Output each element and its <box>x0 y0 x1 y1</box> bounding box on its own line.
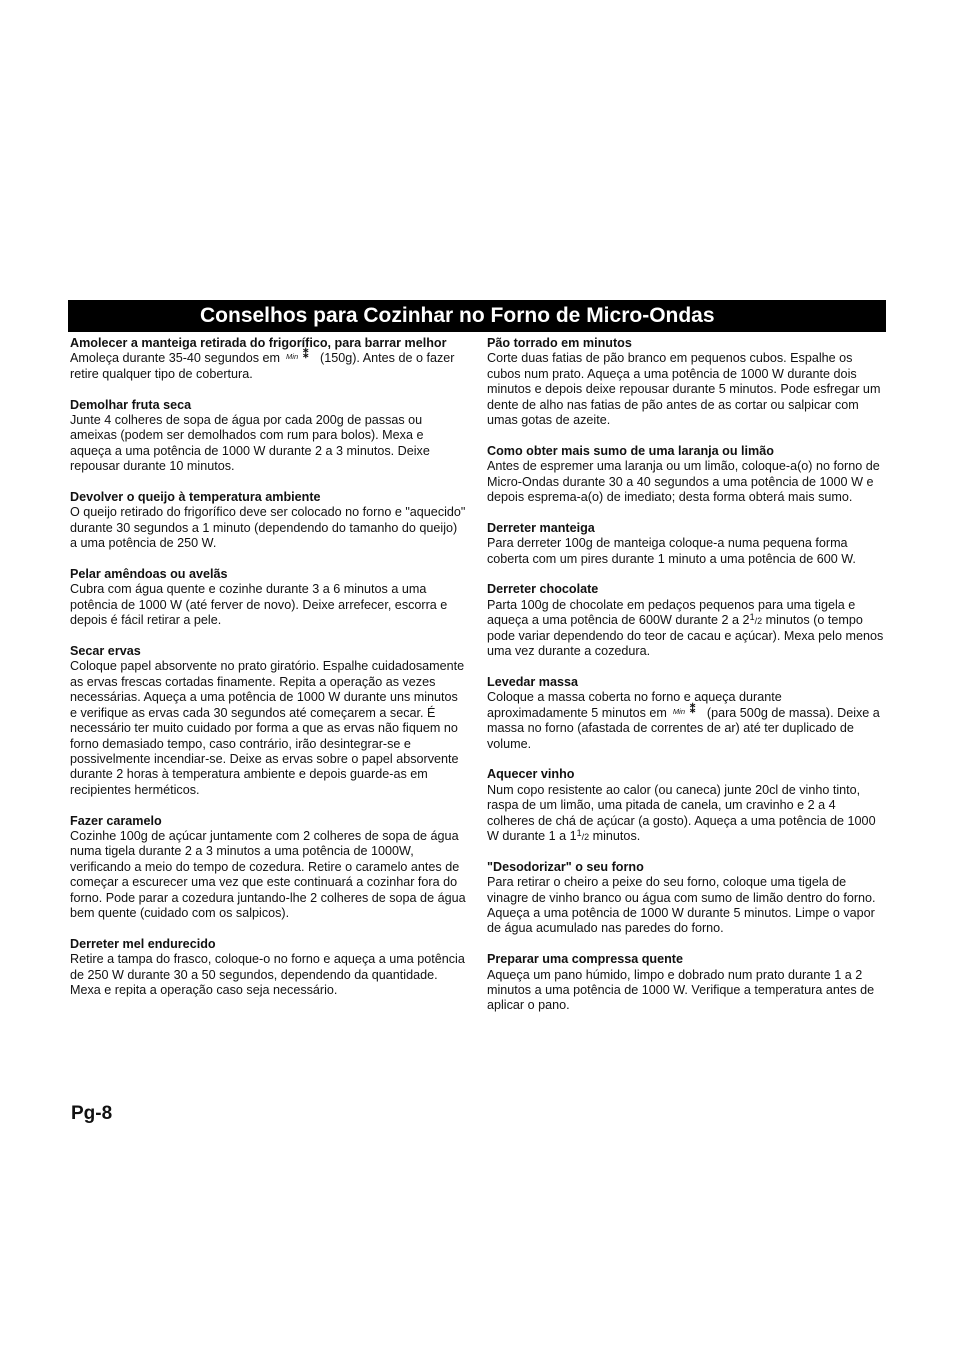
tip-title: Fazer caramelo <box>70 813 162 828</box>
tip-text: Coloque a massa coberta no forno e aqueça durante aproximadamente 5 minutos em <box>487 690 782 720</box>
tip-title: Secar ervas <box>70 644 141 659</box>
defrost-icon-label: Min <box>672 706 685 716</box>
tip-block <box>70 567 466 629</box>
tip-body <box>487 598 885 660</box>
tip-text: Para derreter 100g de manteiga coloque-a numa pequena forma coberta com um pires durante 1 minuto a uma potência de 600 W. <box>487 536 856 566</box>
tip-block <box>487 952 885 1014</box>
tip-title: "Desodorizar" o seu forno <box>487 859 644 874</box>
tip-title: Derreter mel endurecido <box>70 936 216 951</box>
tip-body <box>70 582 466 628</box>
tip-text: O queijo retirado do frigorífico deve ser colocado no forno e "aquecido" durante 30 segundos a 1 minuto (dependendo do tamanho do queijo) a uma potência de 250 W. <box>70 505 466 551</box>
tip-title: Devolver o queijo à temperatura ambiente <box>70 490 321 505</box>
tip-body <box>487 536 885 567</box>
page-number: Pg-8 <box>71 1103 113 1124</box>
title-bar <box>68 300 886 332</box>
tip-text: Aqueça um pano húmido, limpo e dobrado num prato durante 1 a 2 minutos a uma potência de 1000 W. Verifique a temperatura antes de aplicar o pano. <box>487 967 875 1013</box>
tip-body <box>487 459 885 505</box>
tip-text: minutos (o tempo pode variar dependendo do teor de cacau e açúcar). Mexa pelo menos uma vez durante a cozedura. <box>487 613 884 659</box>
tip-text: Amoleça durante 35-40 segundos em <box>70 351 281 366</box>
tip-block <box>487 444 885 506</box>
tip-title: Pão torrado em minutos <box>487 336 632 350</box>
tip-text: Antes de espremer uma laranja ou um limão, coloque-a(o) no forno de Micro-Ondas durante 30 a 40 segundos a uma potência de 1000 W e depois esprema-a(o) de imediato; desta forma obterá mais sumo. <box>487 459 880 505</box>
tip-body <box>70 659 466 798</box>
tip-block <box>70 937 466 999</box>
tip-body <box>70 829 466 921</box>
tip-body <box>70 351 466 382</box>
tip-title: Demolhar fruta seca <box>70 397 192 412</box>
tip-block <box>487 521 885 567</box>
tip-body <box>487 783 885 845</box>
tip-title: Derreter chocolate <box>487 582 599 597</box>
tip-block <box>487 675 885 752</box>
right-column <box>487 336 885 1029</box>
tip-text: Cubra com água quente e cozinhe durante 3 a 6 minutos a uma potência de 1000 W (até ferver de novo). Deixe arrefecer, escorra e depois é fácil retirar a pele. <box>70 582 448 628</box>
tip-block <box>70 490 466 552</box>
tip-title: Amolecer a manteiga retirada do frigorífico, para barrar melhor <box>70 336 447 350</box>
tip-text: Para retirar o cheiro a peixe do seu forno, coloque uma tigela de vinagre de vinho branco ou água com sumo de limão dentro do forno. Aqueça a uma potência de 1000 W durante 5 minutos. Limpe o vapor de água acumulado nas paredes do forno. <box>487 875 876 936</box>
tip-title: Aquecer vinho <box>487 767 575 782</box>
fraction-numerator: 1 <box>749 612 755 623</box>
tip-text: Retire a tampa do frasco, coloque-o no forno e aqueça a uma potência de 250 W durante 30 a 50 segundos, dependendo da quantidade. Mexa e repita a operação caso seja necessário. <box>70 952 465 997</box>
tip-block <box>487 767 885 844</box>
tip-block <box>70 336 466 382</box>
tip-text: minutos. <box>589 828 641 843</box>
tip-text: Parta 100g de chocolate em pedaços pequenos para uma tigela e aqueça a uma potência de 600W durante 2 a 2 <box>487 597 856 628</box>
tip-body <box>487 875 885 937</box>
fraction-numerator: 1 <box>576 827 582 838</box>
tip-body <box>487 690 885 752</box>
tip-text: Num copo resistente ao calor (ou caneca) junte 20cl de vinho tinto, raspa de um limão, uma pitada de canela, um cravinho e 2 a 4 colheres de chá de açúcar (a gosto). Aqueça a uma potência de 1000 W durante 1 a 1 <box>487 782 876 843</box>
tip-text: (150g). Antes de o fazer retire qualquer tipo de cobertura. <box>70 351 455 381</box>
tip-title: Como obter mais sumo de uma laranja ou limão <box>487 443 774 458</box>
snowflake-icon: ⁑ <box>303 349 309 362</box>
tip-text: (para 500g de massa). Deixe a massa no forno (afastada de correntes de ar) até ter duplicado de volume. <box>487 705 880 751</box>
tip-text: Cozinhe 100g de açúcar juntamente com 2 colheres de sopa de água numa tigela durante 2 a 3 minutos a uma potência de 1000W, verificando a meio do tempo de cozedura. Retire o caramelo antes de começar a escurecer uma vez que este continuará a cozinhar fora do forno. Pode parar a cozedura juntando-lhe 2 colheres de sopa de água bem quente (cuidado com os salpicos). <box>70 828 466 920</box>
page-title: Conselhos para Cozinhar no Forno de Micro-Ondas <box>200 304 715 327</box>
tip-block <box>487 860 885 937</box>
tip-block <box>70 814 466 922</box>
tip-body <box>70 413 466 475</box>
tip-body <box>70 952 466 998</box>
tip-text: Coloque papel absorvente no prato giratório. Espalhe cuidadosamente as ervas frescas cortadas finamente. Repita a operação as vezes necessárias. Aqueça a uma potência de 1000 W durante uns minutos e verifique as ervas cada 30 segundos até começarem a secar. É necessário ter muito cuidado por forma a que as ervas não fiquem no forno demasiado tempo, caso contrário, irão desintegrar-se e possivelmente incendiar-se. Deixe as ervas sobre o papel absorvente durante 2 horas à temperatura ambiente e depois guarde-as em recipientes herméticos. <box>70 659 465 797</box>
defrost-icon-label: Min <box>286 352 299 362</box>
tip-text: Junte 4 colheres de sopa de água por cada 200g de passas ou ameixas (podem ser demolhados com rum para bolos). Mexa e aqueça a uma potência de 1000 W durante 2 a 3 minutos. Deixe repousar durante 10 minutos. <box>70 413 430 474</box>
tip-body <box>487 968 885 1014</box>
tip-title: Pelar amêndoas ou avelãs <box>70 567 228 582</box>
tip-body <box>70 505 466 551</box>
tip-block <box>70 398 466 475</box>
tip-text: Corte duas fatias de pão branco em pequenos cubos. Espalhe os cubos num prato. Aqueça a uma potência de 1000 W durante dois minutos e depois deixe repousar durante 5 minutos. Pode esfregar um dente de alho nas fatias de pão antes de as cortar ou salpicar com umas gotas de azeite. <box>487 351 881 428</box>
fraction-denominator: /2 <box>581 831 590 842</box>
fraction-denominator: /2 <box>754 616 763 627</box>
tip-block <box>70 644 466 798</box>
snowflake-icon: ⁑ <box>689 703 696 716</box>
left-column <box>70 336 466 1014</box>
defrost-icon <box>672 703 703 718</box>
tip-title: Levedar massa <box>487 674 579 689</box>
tip-block <box>487 336 885 428</box>
tip-body <box>487 351 885 428</box>
tip-title: Derreter manteiga <box>487 520 595 535</box>
tip-block <box>487 582 885 659</box>
defrost-icon <box>286 351 316 363</box>
tip-title: Preparar uma compressa quente <box>487 952 683 967</box>
